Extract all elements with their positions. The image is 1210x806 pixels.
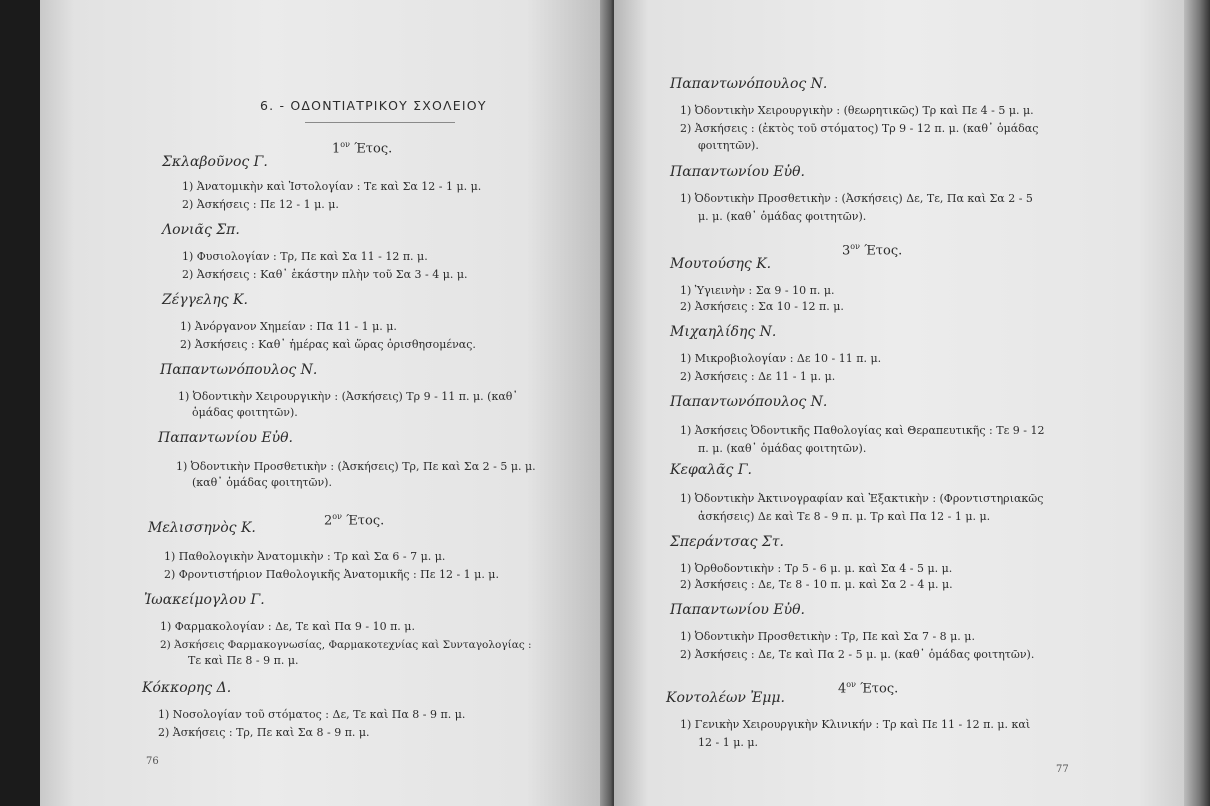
year-heading-1: $1^{o\nu}$ Έτος.	[332, 140, 393, 157]
course-line: 1) Ὀδοντικὴν Προσθετικὴν : (Ἀσκήσεις) Τρ, Πε καὶ Σα 2 - 5 μ. μ.	[176, 460, 536, 473]
instructor-name: Σπεράντσας Στ.	[670, 534, 784, 550]
course-line: 2) Ἀσκήσεις : Δε 11 - 1 μ. μ.	[680, 370, 836, 383]
course-line: 1) Φυσιολογίαν : Τρ, Πε καὶ Σα 11 - 12 π. μ.	[182, 250, 428, 263]
book-edge	[1184, 0, 1210, 806]
instructor-name: Σκλαβοῦνος Γ.	[162, 154, 268, 170]
course-line: φοιτητῶν).	[698, 139, 759, 152]
section-title: 6. - ΟΔΟΝΤΙΑΤΡΙΚΟΥ ΣΧΟΛΕΙΟΥ	[260, 98, 487, 113]
course-line: 1) Ὀδοντικὴν Χειρουργικὴν : (θεωρητικῶς) Τρ καὶ Πε 4 - 5 μ. μ.	[680, 104, 1034, 117]
course-line: 1) Ἀσκήσεις Ὀδοντικῆς Παθολογίας καὶ Θεραπευτικῆς : Τε 9 - 12	[680, 424, 1045, 437]
course-line: 1) Νοσολογίαν τοῦ στόματος : Δε, Τε καὶ Πα 8 - 9 π. μ.	[158, 708, 466, 721]
page-number-left: 76	[146, 756, 159, 767]
title-rule	[305, 122, 455, 123]
instructor-name: Παπαντωνόπουλος Ν.	[670, 76, 828, 92]
instructor-name: Κεφαλᾶς Γ.	[670, 462, 753, 478]
instructor-name: Κοντολέων Ἐμμ.	[666, 690, 785, 706]
year-heading-2: $2^{o\nu}$ Έτος.	[324, 512, 385, 529]
course-line: 1) Μικροβιολογίαν : Δε 10 - 11 π. μ.	[680, 352, 882, 365]
course-line: 2) Ἀσκήσεις : Τρ, Πε καὶ Σα 8 - 9 π. μ.	[158, 726, 370, 739]
course-line: 1) Φαρμακολογίαν : Δε, Τε καὶ Πα 9 - 10 π. μ.	[160, 620, 415, 633]
course-line: μ. μ. (καθ᾽ ὁμάδας φοιτητῶν).	[698, 210, 867, 223]
course-line: 1) Ὀδοντικὴν Προσθετικὴν : (Ἀσκήσεις) Δε, Τε, Πα καὶ Σα 2 - 5	[680, 192, 1033, 205]
course-line: 1) Ὀδοντικὴν Χειρουργικὴν : (Ἀσκήσεις) Τρ 9 - 11 π. μ. (καθ᾽	[178, 390, 518, 403]
year-heading-4: $4^{o\nu}$ Έτος.	[838, 680, 899, 697]
course-line: 1) Ἀνόργανον Χημείαν : Πα 11 - 1 μ. μ.	[180, 320, 397, 333]
course-line: 2) Ἀσκήσεις : Σα 10 - 12 π. μ.	[680, 300, 844, 313]
left-page	[40, 0, 612, 806]
instructor-name: Παπαντωνίου Εὐθ.	[158, 430, 293, 446]
course-line: 12 - 1 μ. μ.	[698, 736, 758, 749]
instructor-name: Μελισσηνὸς Κ.	[148, 520, 256, 536]
course-line: ἀσκήσεις) Δε καὶ Τε 8 - 9 π. μ. Τρ καὶ Πα 12 - 1 μ. μ.	[698, 510, 991, 523]
course-line: 1) Ὀδοντικὴν Προσθετικὴν : Τρ, Πε καὶ Σα 7 - 8 μ. μ.	[680, 630, 975, 643]
instructor-name: Μιχαηλίδης Ν.	[670, 324, 777, 340]
course-line: 1) Ὀδοντικὴν Ἀκτινογραφίαν καὶ Ἐξακτικὴν : (Φροντιστηριακῶς	[680, 492, 1044, 505]
course-line: Τε καὶ Πε 8 - 9 π. μ.	[188, 654, 299, 667]
instructor-name: Παπαντωνίου Εὐθ.	[670, 602, 805, 618]
course-line: 2) Ἀσκήσεις : (ἐκτὸς τοῦ στόματος) Τρ 9 - 12 π. μ. (καθ᾽ ὁμάδας	[680, 122, 1039, 135]
course-line: 1) Ὑγιεινὴν : Σα 9 - 10 π. μ.	[680, 284, 835, 297]
instructor-name: Ζέγγελης Κ.	[162, 292, 248, 308]
course-line: 1) Παθολογικὴν Ἀνατομικὴν : Τρ καὶ Σα 6 - 7 μ. μ.	[164, 550, 446, 563]
instructor-name: Μουτούσης Κ.	[670, 256, 772, 272]
course-line: 2) Ἀσκήσεις : Καθ᾽ ἡμέρας καὶ ὥρας ὁρισθησομένας.	[180, 338, 476, 351]
course-line: π. μ. (καθ᾽ ὁμάδας φοιτητῶν).	[698, 442, 867, 455]
course-line: 2) Ἀσκήσεις : Καθ᾽ ἑκάστην πλὴν τοῦ Σα 3 - 4 μ. μ.	[182, 268, 468, 281]
course-line: 1) Ὀρθοδοντικὴν : Τρ 5 - 6 μ. μ. καὶ Σα 4 - 5 μ. μ.	[680, 562, 953, 575]
course-line: 2) Φροντιστήριον Παθολογικῆς Ἀνατομικῆς : Πε 12 - 1 μ. μ.	[164, 568, 499, 581]
course-line: 2) Ἀσκήσεις : Δε, Τε καὶ Πα 2 - 5 μ. μ. (καθ᾽ ὁμάδας φοιτητῶν).	[680, 648, 1035, 661]
course-line: 2) Ἀσκήσεις : Πε 12 - 1 μ. μ.	[182, 198, 339, 211]
instructor-name: Λονιᾶς Σπ.	[162, 222, 240, 238]
course-line: 1) Γενικὴν Χειρουργικὴν Κλινικήν : Τρ καὶ Πε 11 - 12 π. μ. καὶ	[680, 718, 1031, 731]
instructor-name: Παπαντωνίου Εὐθ.	[670, 164, 805, 180]
instructor-name: Ἰωακείμογλου Γ.	[144, 592, 265, 608]
course-line: (καθ᾽ ὁμάδας φοιτητῶν).	[192, 476, 332, 489]
course-line: 1) Ἀνατομικὴν καὶ Ἱστολογίαν : Τε καὶ Σα 12 - 1 μ. μ.	[182, 180, 482, 193]
course-line: 2) Ἀσκήσεις : Δε, Τε 8 - 10 π. μ. καὶ Σα 2 - 4 μ. μ.	[680, 578, 953, 591]
page-number-right: 77	[1056, 764, 1069, 775]
instructor-name: Παπαντωνόπουλος Ν.	[160, 362, 318, 378]
right-page	[614, 0, 1184, 806]
instructor-name: Κόκκορης Δ.	[142, 680, 232, 696]
year-heading-3: $3^{o\nu}$ Έτος.	[842, 242, 903, 259]
course-line: 2) Ἀσκήσεις Φαρμακογνωσίας, Φαρμακοτεχνίας καὶ Συνταγολογίας :	[160, 639, 532, 651]
course-line: ὁμάδας φοιτητῶν).	[192, 406, 298, 419]
instructor-name: Παπαντωνόπουλος Ν.	[670, 394, 828, 410]
